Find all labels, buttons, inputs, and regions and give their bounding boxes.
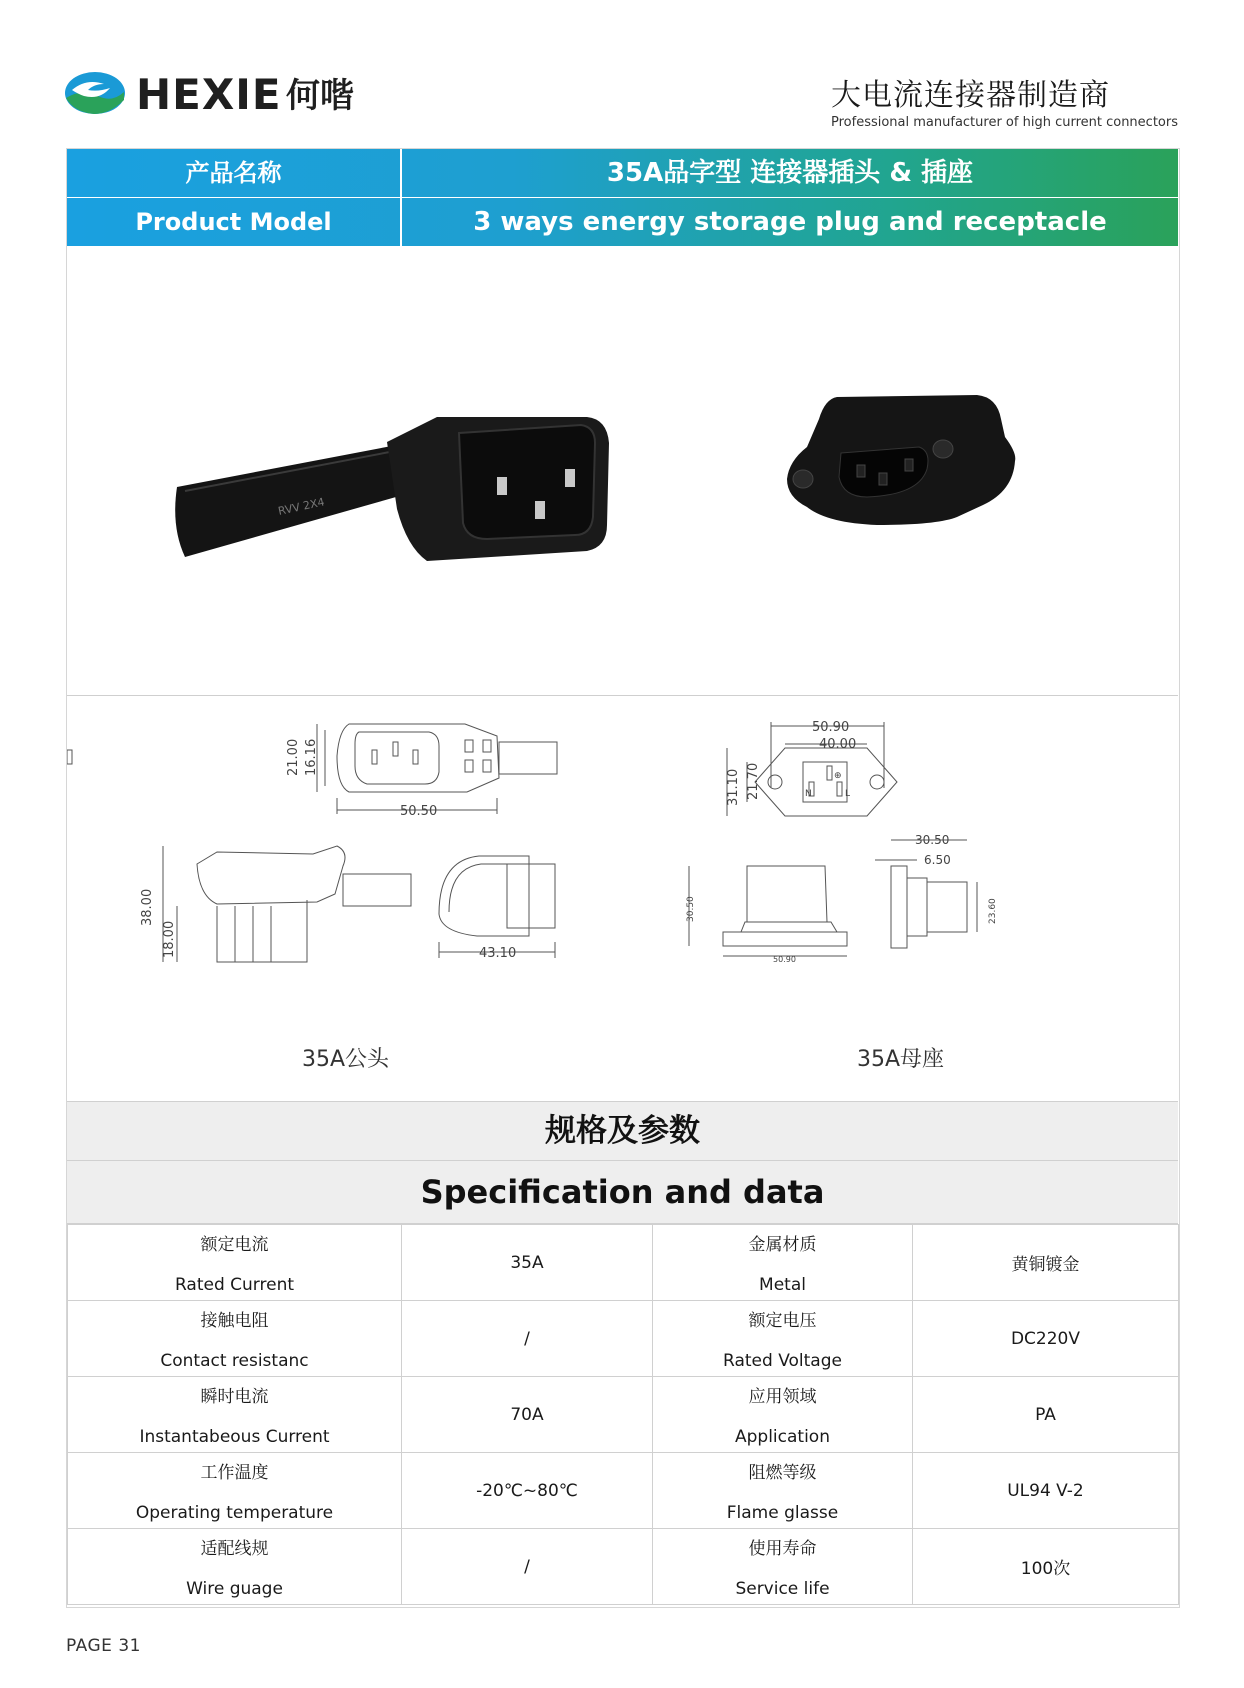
tagline-cn: 大电流连接器制造商 (831, 78, 1110, 113)
female-profile-view (875, 833, 998, 948)
spec-value: 35A (510, 1252, 544, 1273)
spec-label-cell (653, 1225, 913, 1301)
spec-table (67, 1224, 1179, 1605)
spec-label-cell (68, 1529, 402, 1605)
dim-male-5050: 50.50 (400, 804, 438, 819)
male-top-view (439, 856, 555, 961)
dim-male-21: 21.00 (286, 738, 301, 776)
dim-female-profile-2360: 23.60 (988, 898, 998, 924)
spec-label-en: Rated Voltage (723, 1351, 842, 1371)
spec-label-cn: 适配线规 (200, 1539, 269, 1559)
product-model-value: 3 ways energy storage plug and receptacle (473, 207, 1107, 237)
dim-female-profile-3050: 30.50 (915, 833, 950, 847)
spec-label-cn: 金属材质 (748, 1235, 817, 1255)
dim-male-18: 18.00 (162, 920, 177, 958)
spec-value-cell (913, 1529, 1179, 1605)
spec-value-cell (913, 1377, 1179, 1453)
product-name-value: 35A品字型 连接器插头 & 插座 (606, 158, 974, 188)
spec-label-cn: 接触电阻 (200, 1311, 269, 1331)
spec-label-cell (653, 1529, 913, 1605)
spec-value: 黄铜镀金 (1011, 1255, 1080, 1275)
spec-value-cell (402, 1529, 653, 1605)
spec-value-cell (402, 1225, 653, 1301)
pin-label-l: L (845, 789, 851, 799)
spec-value: -20℃~80℃ (476, 1480, 578, 1501)
dim-female-40: 40.00 (819, 737, 857, 752)
dimension-drawings (67, 696, 1178, 1100)
brand-name-en: HEXIE (136, 70, 282, 119)
spec-value-cell (913, 1453, 1179, 1529)
product-photos (67, 247, 1178, 695)
spec-label-cn: 应用领域 (748, 1387, 817, 1407)
spec-label-cell (653, 1377, 913, 1453)
dim-female-5090: 50.90 (812, 720, 850, 735)
spec-label-cn: 瞬时电流 (200, 1387, 269, 1407)
spec-label-en: Metal (759, 1275, 806, 1295)
spec-label-cell (68, 1377, 402, 1453)
dim-male-38: 38.00 (140, 888, 155, 926)
spec-value-cell (402, 1453, 653, 1529)
product-name-row (67, 149, 1178, 197)
spec-label-en: Flame glasse (726, 1503, 839, 1523)
dim-female-profile-650: 6.50 (924, 853, 951, 867)
dim-female-side-5090: 50.90 (773, 955, 796, 964)
spec-row (68, 1529, 1179, 1605)
product-name-label: 产品名称 (67, 149, 402, 197)
caption-male: 35A公头 (302, 1047, 390, 1072)
spec-label-cn: 使用寿命 (748, 1539, 817, 1559)
spec-label-cn: 阻燃等级 (748, 1463, 817, 1483)
spec-label-en: Instantabeous Current (139, 1427, 330, 1447)
spec-value-cell (402, 1301, 653, 1377)
socket-photo (787, 395, 1015, 525)
spec-label-en: Wire guage (186, 1579, 283, 1599)
product-model-label: Product Model (67, 198, 402, 246)
male-side-view (140, 846, 411, 962)
spec-label-cell (653, 1453, 913, 1529)
spec-value: 100次 (1020, 1559, 1071, 1579)
spec-row (68, 1301, 1179, 1377)
cable-print: RVV 2X4 (276, 495, 326, 518)
dim-male-4310: 43.10 (479, 946, 517, 961)
female-front-view (726, 720, 897, 816)
dim-male-1616: 16.16 (304, 738, 319, 776)
spec-value: / (524, 1556, 530, 1577)
dim-female-side-3050: 30.50 (686, 896, 696, 922)
spec-label-en: Operating temperature (135, 1503, 334, 1523)
technical-drawings (67, 696, 1178, 1100)
pin-label-ground: ⊕ (834, 771, 842, 781)
spec-label-cn: 额定电压 (748, 1311, 817, 1331)
spec-value: DC220V (1010, 1328, 1081, 1349)
brand-name-cn: 何喈 (286, 76, 354, 116)
spec-label-cell (653, 1301, 913, 1377)
tagline-en: Professional manufacturer of high current connectors (831, 115, 1178, 130)
spec-row (68, 1453, 1179, 1529)
spec-value: UL94 V-2 (1007, 1480, 1084, 1501)
dim-female-3110: 31.10 (726, 768, 741, 806)
product-photo-area (67, 247, 1178, 696)
spec-label-cell (68, 1453, 402, 1529)
spec-label-en: Service life (735, 1579, 830, 1599)
spec-label-en: Rated Current (174, 1275, 295, 1295)
product-model-row (67, 198, 1178, 246)
male-front-view (67, 724, 557, 819)
spec-value: PA (1035, 1404, 1056, 1425)
spec-label-cn: 工作温度 (200, 1463, 269, 1483)
tagline (831, 78, 1178, 130)
caption-female: 35A母座 (857, 1047, 945, 1072)
page-number: PAGE 31 (66, 1636, 141, 1656)
header-divider (67, 197, 1178, 198)
dim-female-2170: 21.70 (746, 762, 761, 800)
spec-row (68, 1377, 1179, 1453)
brand-logo (64, 70, 384, 120)
spec-label-en: Contact resistanc (160, 1351, 309, 1371)
spec-value-cell (402, 1377, 653, 1453)
spec-title-en: Specification and data (67, 1161, 1178, 1224)
female-side-view (686, 866, 847, 964)
hexie-logo-icon (64, 70, 126, 116)
spec-value-cell (913, 1301, 1179, 1377)
spec-label-cn: 额定电流 (200, 1235, 269, 1255)
spec-value: / (524, 1328, 530, 1349)
pin-label-n: N (805, 789, 812, 799)
spec-title-cn: 规格及参数 (67, 1101, 1178, 1161)
spec-label-cell (68, 1225, 402, 1301)
spec-row (68, 1225, 1179, 1301)
spec-value-cell (913, 1225, 1179, 1301)
plug-photo (175, 417, 609, 561)
spec-label-en: Application (735, 1427, 830, 1447)
spec-label-cell (68, 1301, 402, 1377)
spec-value: 70A (510, 1404, 544, 1425)
